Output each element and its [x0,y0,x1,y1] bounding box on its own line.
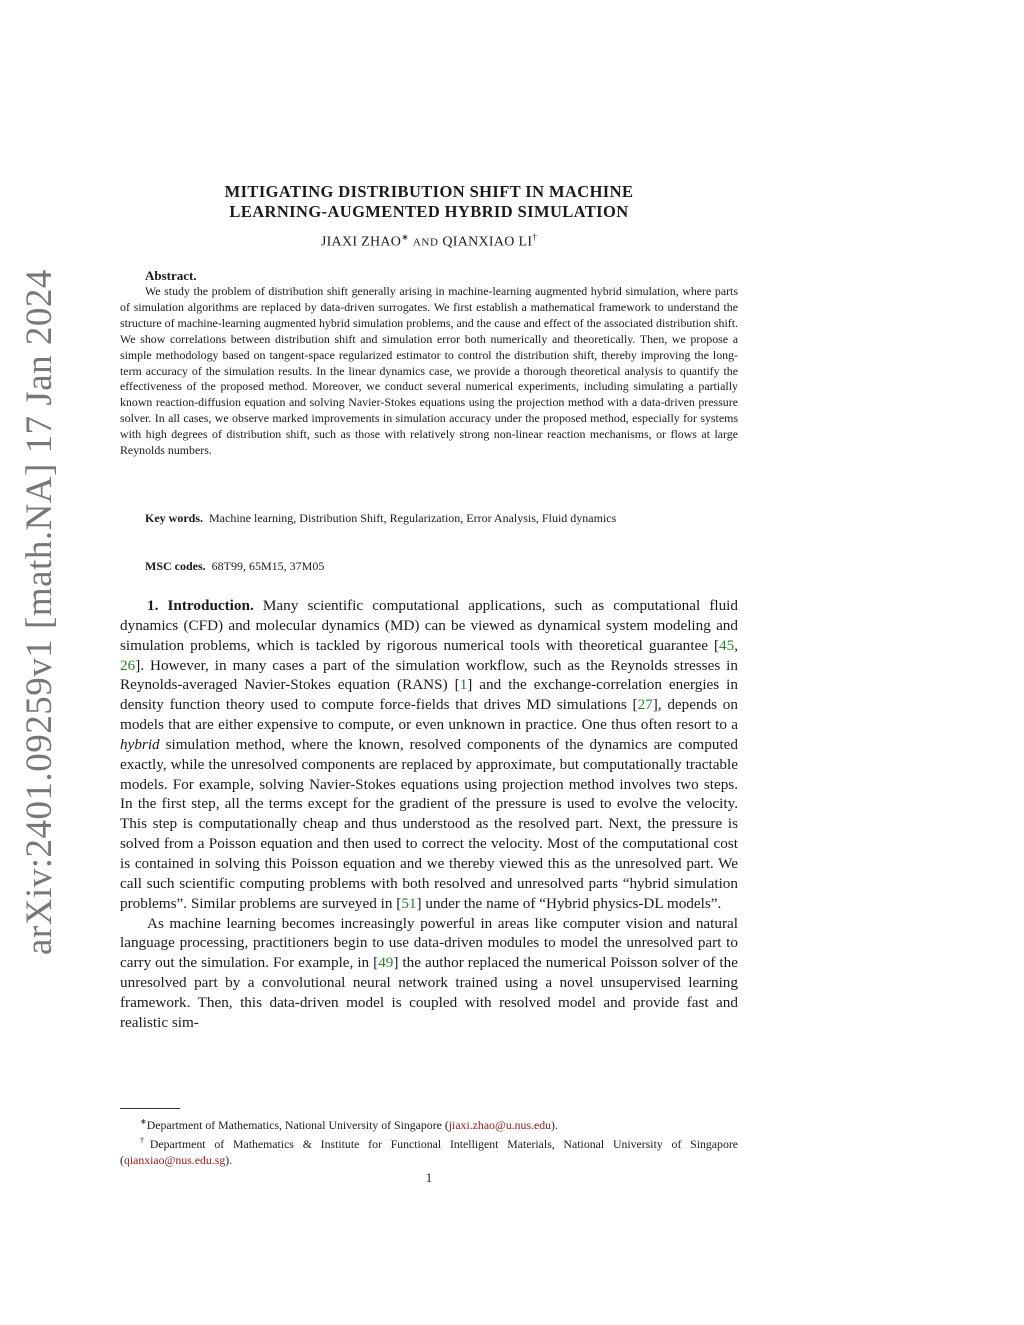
page-number: 1 [425,1170,433,1185]
msc-codes [120,558,738,574]
footnotes [120,1114,738,1168]
author-2-mark: † [532,232,538,242]
intro-paragraph-2 [120,914,738,1033]
citation-27[interactable]: 27 [637,696,653,714]
msc-text: 68T99, 65M15, 37M05 [211,559,325,573]
intro-p1-text-e: simulation method, where the known, resolved components of the dynamics are computed exactly, while the unresolved components are replaced by approximate, but computationally tractable models. For example, solving Navier-Stokes equations using projection method involves two steps. In the first step, all the terms except for the gradient of the pressure is used to evolve the velocity. This step is computationally cheap and thus understood as the resolved part. Next, the pressure is solved from a Poisson equation and then used to correct the velocity. Most of the computational cost is contained in solving this Poisson equation and we thereby viewed this as the unresolved part. We call such scientific computing problems with both resolved and unresolved parts “hybrid simulation problems”. Similar problems are surveyed in [ [120,735,738,912]
abstract-text: We study the problem of distribution shift generally arising in machine-learning augmented hybrid simulation, where parts of simulation algorithms are replaced by data-driven surrogates. We first establish a mathematical framework to understand the structure of machine-learning augmented hybrid simulation problems, and the cause and effect of the associated distribution shift. We show correlations between distribution shift and simulation error both numerically and theoretically. Then, we propose a simple methodology based on tangent-space regularized estimator to control the distribution shift, thereby improving the long-term accuracy of the simulation results. In the linear dynamics case, we provide a thorough theoretical analysis to quantify the effectiveness of the proposed method. Moreover, we conduct several numerical experiments, including simulating a partially known reaction-diffusion equation and solving Navier-Stokes equations using the projection method with a data-driven pressure solver. In all cases, we observe marked improvements in simulation accuracy under the proposed method, especially for systems with high degrees of distribution shift, such as those with relatively strong non-linear reaction mechanisms, or flows at large Reynolds numbers. [120,284,738,458]
footnote-rule [120,1108,180,1109]
footnote-2-text: Department of Mathematics & Institute for Functional Intelligent Materials, National University of Singapore ( [120,1136,739,1167]
introduction [120,596,738,1033]
intro-p1-text-f: ] under the name of “Hybrid physics-DL models”. [416,894,722,912]
author-1: JIAXI ZHAO [320,234,402,250]
msc-label: MSC codes. [145,559,206,573]
intro-p2-text-a: As machine learning becomes increasingly powerful in areas like computer vision and natural language processing, practitioners begin to use data-driven modules to model the unresolved part to carry out the simulation. For example, in [ [120,914,738,972]
title-line-2: LEARNING-AUGMENTED HYBRID SIMULATION [229,202,629,221]
paper-title [120,182,738,222]
intro-p1-text-d: ], depends on models that are either expensive to compute, or even unknown in practice. One thus often resort to a [120,696,738,734]
citation-45[interactable]: 45 [719,636,735,654]
intro-p1-text-b: ]. However, in many cases a part of the simulation workflow, such as the Reynolds stresses in Reynolds-averaged Navier-Stokes equation (RANS) [ [120,656,738,694]
citation-separator: , [734,636,738,654]
citation-51[interactable]: 51 [401,894,417,912]
intro-paragraph-1 [120,596,738,914]
author-1-mark: ∗ [401,232,410,242]
abstract [120,268,738,459]
author-and: AND [412,236,439,249]
citation-49[interactable]: 49 [378,954,394,972]
footnote-2-end: ). [225,1152,233,1167]
author-2: QIANXIAO LI [442,234,533,250]
citation-26[interactable]: 26 [120,656,136,674]
footnote-1 [120,1114,738,1133]
keywords-label: Key words. [145,511,203,525]
intro-p1-text-a: Many scientific computational applications, such as computational fluid dynamics (CFD) and molecular dynamics (MD) can be viewed as dynamical system modeling and simulation problems, which is tackled by rigorous numerical tools with theoretical guarantee [ [120,597,738,654]
authors [120,232,738,251]
keywords-text: Machine learning, Distribution Shift, Regularization, Error Analysis, Fluid dynamics [209,511,617,525]
citation-1[interactable]: 1 [459,676,468,694]
hybrid-emphasis: hybrid [120,735,160,753]
intro-p2-text-b: ] the author replaced the numerical Poisson solver of the unresolved part by a convolutional neural network trained using a novel unsupervised learning framework. Then, this data-driven model is coupled with resolved model and provide fast and realistic sim- [120,954,738,1031]
intro-heading: 1. Introduction. [147,597,254,614]
email-link-li[interactable]: qianxiao@nus.edu.sg [123,1152,226,1167]
keywords [120,510,738,526]
footnote-2 [120,1133,738,1168]
title-line-1: MITIGATING DISTRIBUTION SHIFT IN MACHINE [224,182,634,201]
footnote-2-mark: † [140,1135,150,1145]
abstract-heading: Abstract. [145,268,197,283]
intro-p1-text-c: ] and the exchange-correlation energies in density function theory used to compute force-fields that drives MD simulations [ [120,676,738,714]
footnote-1-mark: ∗ [140,1117,147,1126]
footnote-1-text: Department of Mathematics, National University of Singapore ( [146,1117,449,1132]
email-link-zhao[interactable]: jiaxi.zhao@u.nus.edu [448,1117,552,1132]
arxiv-stamp: arXiv:2401.09259v1 [math.NA] 17 Jan 2024 [19,269,60,955]
footnote-1-end: ). [551,1117,558,1132]
